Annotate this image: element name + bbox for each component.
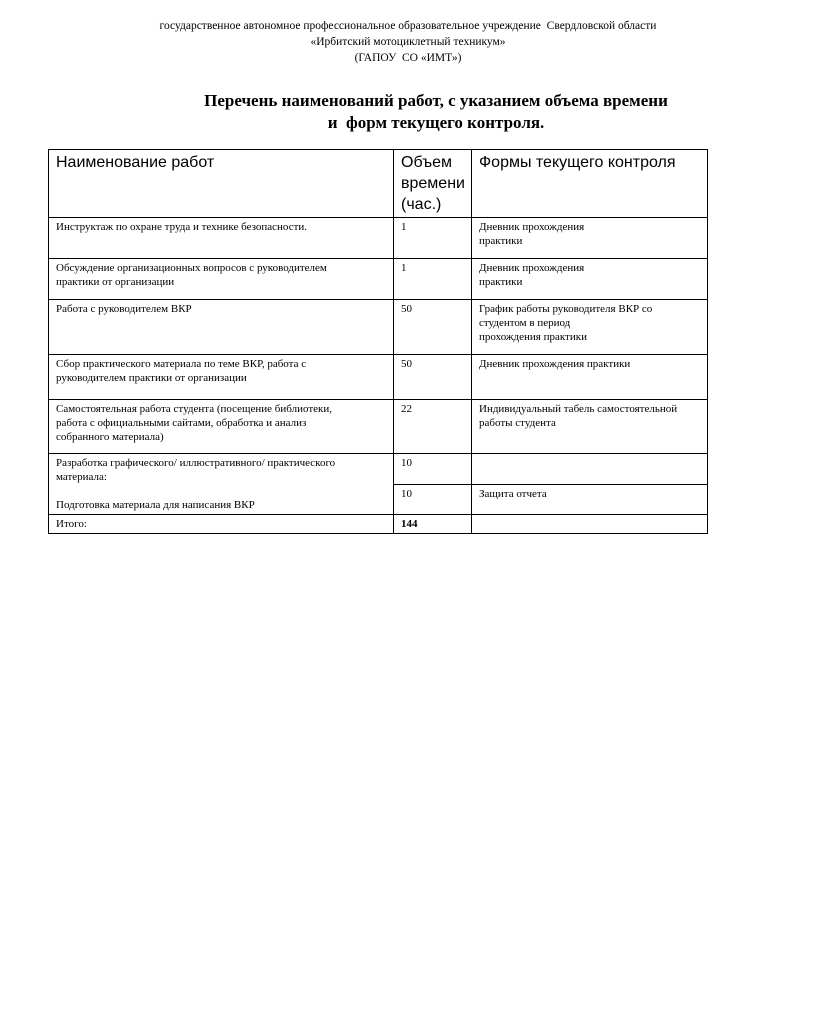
row-control: Индивидуальный табель самостоятельной работы студента	[472, 400, 708, 454]
header-control: Формы текущего контроля	[472, 150, 708, 218]
header-line-1: государственное автономное профессиональное образовательное учреждение Свердловской области	[159, 20, 657, 32]
table-header-row	[49, 150, 708, 218]
table-total-row	[49, 515, 708, 534]
row-control: Дневник прохождения практики	[472, 218, 708, 259]
row-hours: 50	[394, 300, 472, 355]
table-row	[49, 454, 708, 485]
header-hours: Объем времени (час.)	[394, 150, 472, 218]
title-line-2: и форм текущего контроля.	[327, 113, 545, 132]
table-row	[49, 400, 708, 454]
table-row	[49, 300, 708, 355]
row-hours: 1	[394, 259, 472, 300]
header-line-3: (ГАПОУ СО «ИМТ»)	[354, 52, 462, 64]
row-name: Сбор практического материала по теме ВКР, работа с руководителем практики от организации	[49, 355, 394, 400]
table-row	[49, 259, 708, 300]
row-control: Дневник прохождения практики	[472, 355, 708, 400]
title-line-1: Перечень наименований работ, с указанием объема времени	[204, 91, 668, 110]
total-label: Итого:	[49, 515, 394, 534]
row-control: График работы руководителя ВКР со студентом в период прохождения практики	[472, 300, 708, 355]
row-name: Инструктаж по охране труда и технике безопасности.	[49, 218, 394, 259]
total-empty-cell	[472, 515, 708, 534]
row-name: Работа с руководителем ВКР	[49, 300, 394, 355]
document-title	[0, 90, 816, 134]
table-row	[49, 355, 708, 400]
institution-header	[0, 18, 816, 66]
row-name: Обсуждение организационных вопросов с руководителем практики от организации	[49, 259, 394, 300]
row-hours: 10	[394, 454, 472, 485]
row-hours: 10	[394, 484, 472, 515]
row-control	[472, 454, 708, 485]
works-table	[48, 149, 708, 534]
total-hours: 144	[394, 515, 472, 534]
row-name: Самостоятельная работа студента (посещение библиотеки, работа с официальными сайтами, обработка и анализ собранного материала)	[49, 400, 394, 454]
row-control: Дневник прохождения практики	[472, 259, 708, 300]
table-row	[49, 218, 708, 259]
row-hours: 1	[394, 218, 472, 259]
row-subtask: Подготовка материала для написания ВКР	[56, 499, 255, 511]
row-control: Защита отчета	[472, 484, 708, 515]
row-name: Разработка графического/ иллюстративного/ практического материала: Подготовка материала для написания ВКР	[49, 454, 394, 515]
header-name: Наименование работ	[49, 150, 394, 218]
row-hours: 22	[394, 400, 472, 454]
row-hours: 50	[394, 355, 472, 400]
header-line-2: «Ирбитский мотоциклетный техникум»	[310, 36, 506, 48]
